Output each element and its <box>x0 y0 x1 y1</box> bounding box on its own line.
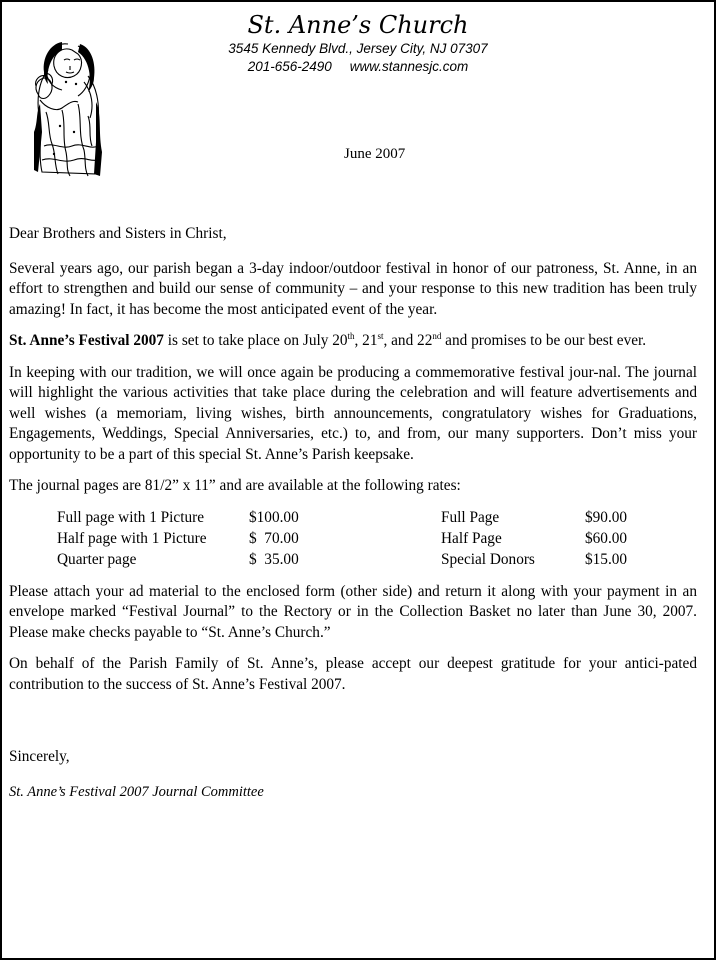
rate-row <box>9 550 697 571</box>
paragraph-intro: Several years ago, our parish began a 3-day indoor/outdoor festival in honor of our patroness, St. Anne, in an effort to strengthen and build our sense of community – and your response to this new tradition has been truly amazing! In fact, it has become the most anticipated event of the year. <box>9 259 697 318</box>
rate-price: $60.00 <box>585 529 628 547</box>
rate-row <box>9 508 697 529</box>
ordinal-suffix: th <box>347 331 355 341</box>
rate-price: $ 35.00 <box>249 550 299 568</box>
letter-body <box>9 224 697 813</box>
rate-price: $15.00 <box>585 550 628 568</box>
festival-dates-text: and promises to be our best ever. <box>441 332 647 349</box>
phone-number: 201-656-2490 <box>247 59 332 74</box>
rate-label: Full page with 1 Picture <box>57 508 205 526</box>
letter-date: June 2007 <box>344 146 406 162</box>
rate-price: $90.00 <box>585 508 628 526</box>
paragraph-festival-dates <box>9 331 697 352</box>
rate-price: $ 70.00 <box>249 529 299 547</box>
church-name: St. Anne’s Church <box>247 11 469 39</box>
rate-label: Quarter page <box>57 550 137 568</box>
website-link: www.stannesjc.com <box>349 59 469 74</box>
paragraph-journal: In keeping with our tradition, we will once again be producing a commemorative festival jour-nal. The journal will highlight the various activities that take place during the celebration and will feature advertisements and well wishes (a memoriam, living wishes, birth announcements, congratulatory wishes for Graduations, Engagements, Weddings, Special Anniversaries, etc.) to, and from, our many supporters. Don’t miss your opportunity to be a part of this special St. Anne’s Parish keepsake. <box>9 363 697 463</box>
festival-dates-text: , 21 <box>354 332 378 349</box>
church-contact <box>2 59 714 75</box>
paragraph-instructions: Please attach your ad material to the enclosed form (other side) and return it along with your payment in an envelope marked “Festival Journal” to the Rectory or in the Collection Basket no later than June 30, 2007. Please make checks payable to “St. Anne’s Church.” <box>9 582 697 641</box>
rate-label: Half Page <box>441 529 502 547</box>
rate-label: Half page with 1 Picture <box>57 529 207 547</box>
ordinal-suffix: st <box>377 331 384 341</box>
paragraph-gratitude: On behalf of the Parish Family of St. Anne’s, please accept our deepest gratitude for your antici-pated contribution to the success of St. Anne’s Festival 2007. <box>9 655 697 693</box>
rate-price: $100.00 <box>249 508 299 526</box>
paragraph-page-sizes: The journal pages are 81/2” x 11” and are available at the following rates: <box>9 477 461 494</box>
rate-row <box>9 529 697 550</box>
closing: Sincerely, <box>9 748 70 765</box>
salutation: Dear Brothers and Sisters in Christ, <box>9 225 227 242</box>
ordinal-suffix: nd <box>432 331 442 341</box>
festival-dates-text: , and 22 <box>383 332 433 349</box>
festival-name: St. Anne’s Festival 2007 <box>9 332 164 349</box>
church-address: 3545 Kennedy Blvd., Jersey City, NJ 07307 <box>228 41 488 56</box>
festival-dates-text: is set to take place on July 20 <box>163 332 348 349</box>
signature: St. Anne’s Festival 2007 Journal Committee <box>9 783 264 800</box>
rate-label: Special Donors <box>441 550 535 568</box>
rates-table <box>9 508 697 572</box>
rate-label: Full Page <box>441 508 500 526</box>
